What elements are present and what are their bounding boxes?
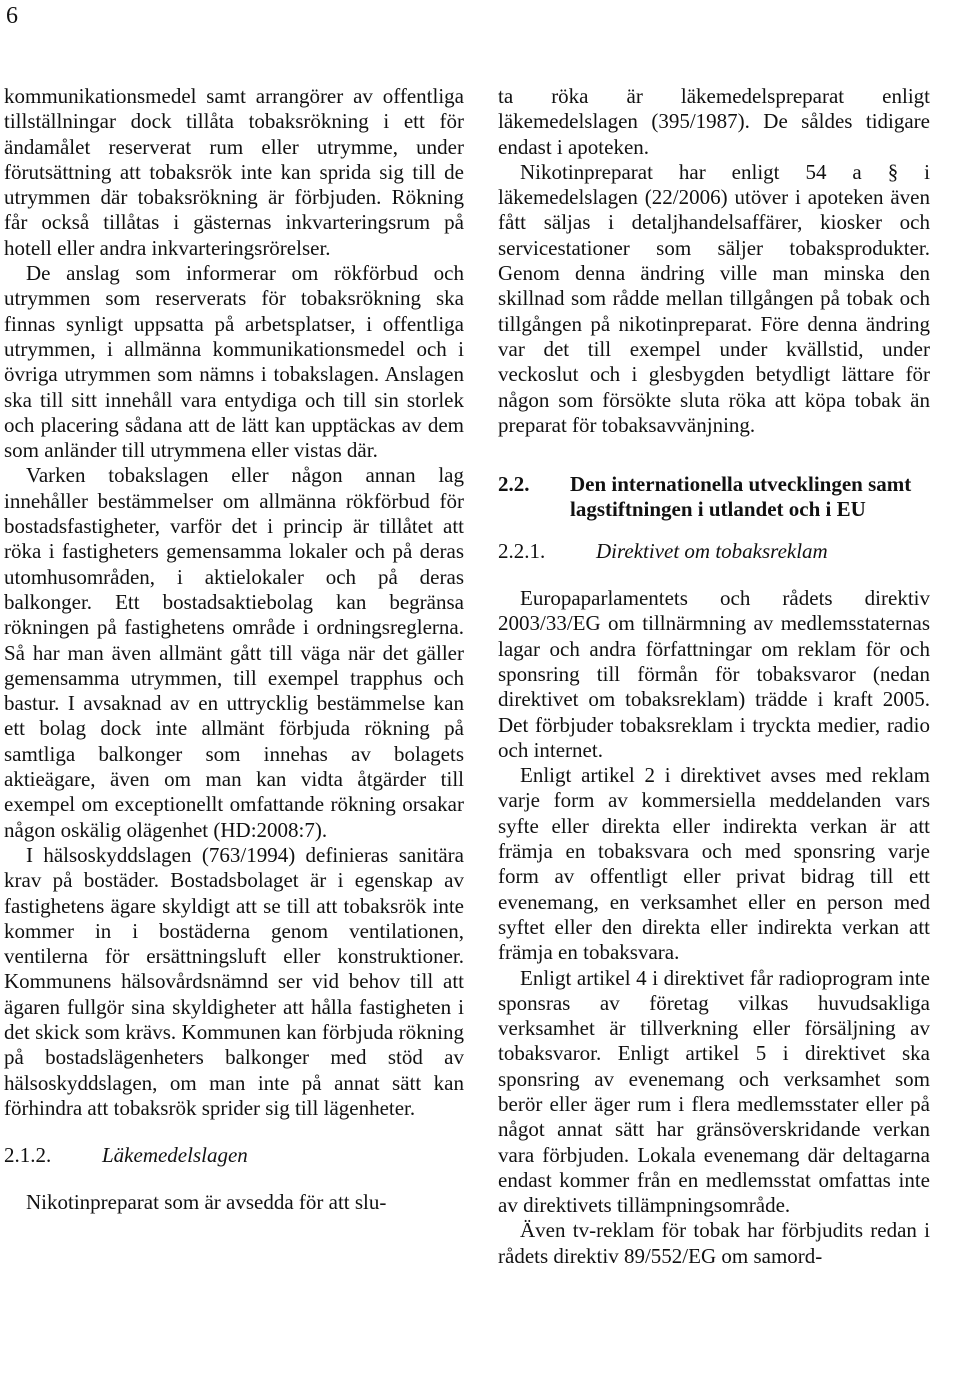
right-paragraph-5: Enligt artikel 4 i direktivet får radioprogram inte sponsras av företag vilkas huvudsakliga verksamhet är tillverkning eller försäljning av tobaksvaror. Enligt artikel 5 i direktivet ska sponsring av evenemang och verksamhet som berör eller äger rum i flera medlemsstater eller på något annat sätt har gränsöverskridande verkan vara förbjuden. Lokala evenemang där deltagarna endast kommer från en medlemsstat omfattas inte av direktivets tillämpningsområde. bbox=[498, 965, 930, 1218]
left-paragraph-5: Nikotinpreparat som är avsedda för att slu- bbox=[26, 1190, 387, 1215]
left-paragraph-3: Varken tobakslagen eller någon annan lag innehåller bestämmelser om allmänna rökförbud för bostadsfastigheter, varför det i princip är tillåtet att röka i fastigheters gemensamma lokaler och på deras utomhusområden, i aktielokaler och på deras balkonger. Ett bostadsaktiebolag kan begränsa rökningen på fastighetens område i ordningsreglerna. Så har man även allmänt gått till väga när det gäller gemensamma utrymmen, till exempel trapphus och bastur. I avsaknad av en uttrycklig bestämmelse kan ett bolag dock inte allmänt förbjuda rökning på samtliga balkonger som innehas av bolagets aktieägare, även om man kan vidta åtgärder till exempel om exceptionellt omfattande rökning orsakar någon oskälig olägenhet (HD:2008:7). bbox=[4, 463, 464, 842]
heading-title: Den internationella utvecklingen samt lagstiftningen i utlandet och i EU bbox=[570, 472, 912, 522]
page-number: 6 bbox=[6, 3, 18, 29]
right-paragraph-1: ta röka är läkemedelspreparat enligt läkemedelslagen (395/1987). De såldes tidigare endast i apoteken. bbox=[498, 84, 930, 159]
section-heading-2-1-2 bbox=[4, 1143, 464, 1168]
left-paragraph-4: I hälsoskyddslagen (763/1994) definieras sanitära krav på bostäder. Bostadsbolaget är i egenskap av fastighetens ägare skyldigt att se till att tobaksrök inte kommer in i bostäderna genom ventilationen, ventilerna för ersättningsluft eller konstruktioner. Kommunens hälsovårdsnämnd ser vid behov till att ägaren fullgör sina skyldigheter att hålla fastigheten i det skick som krävs. Kommunen kan förbjuda rökning på bostadslägenheters balkonger med stöd av hälsoskyddslagen, om man inte på annat sätt kan förhindra att tobaksrök sprider sig till lägenheter. bbox=[4, 842, 464, 1120]
left-paragraph-1: kommunikationsmedel samt arrangörer av offentliga tillställningar dock tillåta tobaksrökning i ett för ändamålet reserverat rum eller utrymme, under förutsättning att tobaksrök inte kan sprida sig till de utrymmen där tobaksrökning är förbjuden. Rökning får också tillåtas i gästernas inkvarteringsrum på hotell eller andra inkvarteringsrörelser. bbox=[4, 84, 464, 260]
right-paragraph-2: Nikotinpreparat har enligt 54 a § i läkemedelslagen (22/2006) utöver i apoteken även fått säljas i detaljhandelsaffärer, kiosker och servicestationer som säljer tobaksprodukter. Genom denna ändring ville man minska den skillnad som rådde mellan tillgången på tobak och tillgången på nikotinpreparat. Före denna ändring var det till exempel under kvällstid, under veckoslut och i glesbygden betydligt lättare för någon som försökte sluta röka att köpa tobak än preparat för tobaksavvänjning. bbox=[498, 159, 930, 437]
subheading-number: 2.2.1. bbox=[498, 538, 546, 563]
section-heading-2-2-1 bbox=[498, 539, 930, 564]
right-column bbox=[498, 84, 930, 1269]
right-paragraph-3: Europaparlamentets och rådets direktiv 2003/33/EG om tillnärmning av medlemsstaternas lagar och andra författningar om reklam för och sponsring till förmån för tobaksvaror (nedan direktivet om tobaksreklam) trädde i kraft 2005. Det förbjuder tobaksreklam i tryckta medier, radio och internet. bbox=[498, 586, 930, 762]
subheading-title: Direktivet om tobaksreklam bbox=[596, 538, 828, 563]
right-paragraph-4: Enligt artikel 2 i direktivet avses med reklam varje form av kommersiella meddelanden vars syfte eller direkta eller indirekta verkan är att främja en tobaksvara och med sponsring varje form av offentligt eller privat bidrag till ett evenemang, en verksamhet eller en person med syftet eller den direkta eller indirekta verkan att främja en tobaksvara. bbox=[498, 763, 930, 965]
left-paragraph-2: De anslag som informerar om rökförbud och utrymmen som reserverats för tobaksrökning ska finnas synligt uppsatta på arbetsplatser, i offentliga utrymmen, i allmänna kommunikationsmedel och i övriga utrymmen som nämns i tobakslagen. Anslagen ska till sitt innehåll vara entydiga och till sin storlek och placering sådana att de lätt kan upptäckas av dem som anländer till utrymmena eller vistas där. bbox=[4, 261, 464, 463]
right-paragraph-6: Även tv-reklam för tobak har förbjudits redan i rådets direktiv 89/552/EG om samord- bbox=[498, 1218, 930, 1268]
section-number: 2.1.2. bbox=[4, 1143, 52, 1168]
heading-number: 2.2. bbox=[498, 472, 530, 497]
left-column bbox=[4, 84, 464, 1216]
section-heading-2-2 bbox=[498, 472, 930, 523]
section-title: Läkemedelslagen bbox=[102, 1143, 248, 1168]
